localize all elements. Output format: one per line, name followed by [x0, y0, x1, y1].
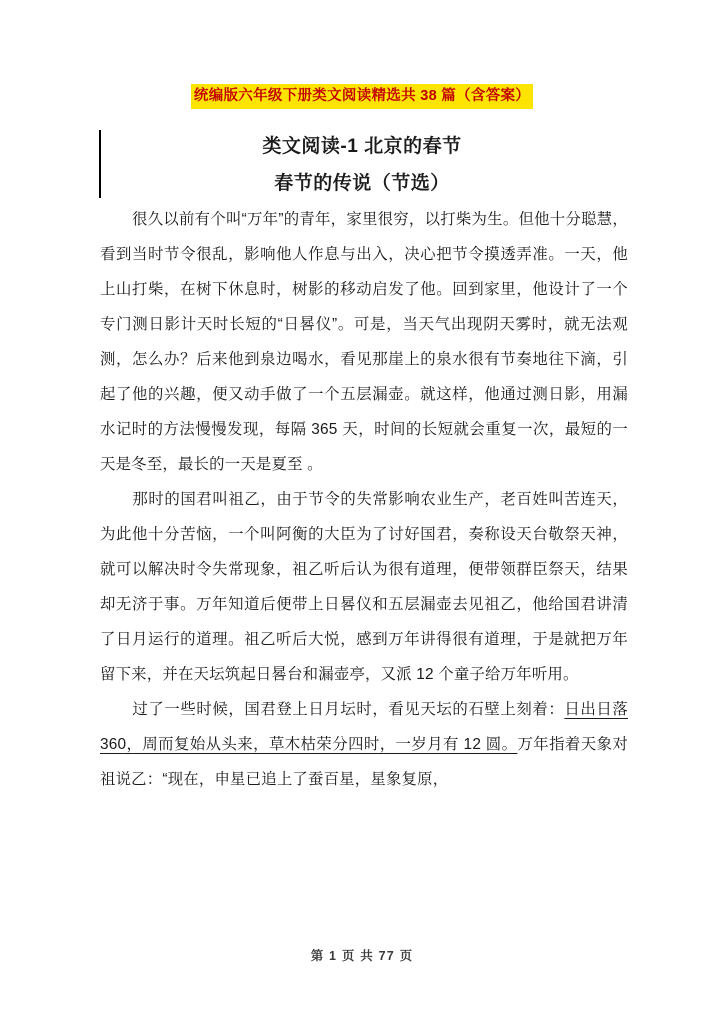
- paragraph-1-text: 很久以前有个叫“万年”的青年，家里很穷，以打柴为生。但他十分聪慧，看到当时节令很乱，影响他人作息与出入，决心把节令摸透弄准。一天，他上山打柴，在树下休息时，树影的移动启发了他。回到家里，他设计了一个专门测日影计天时长短的“日晷仪”。可是，当天气出现阴天雾时，就无法观测，怎么办？后来他到泉边喝水，看见那崖上的泉水很有节奏地往下滴，引起了他的兴趣，便又动手做了一个五层漏壶。就这样，他通过测日影，用漏水记时的方法慢慢发现，每隔 365 天，时间的长短就会重复一次，最短的一天是冬至，最长的一天是夏至 。: [100, 211, 628, 473]
- change-bar: [99, 130, 101, 198]
- paragraph-3-lead-text: 过了一些时候，国君登上日月坛时，看见天坛的石壁上刻着：: [132, 701, 565, 718]
- paragraph-3: [100, 692, 628, 797]
- article-heading-primary: 类文阅读-1 北京的春节: [262, 136, 462, 157]
- page-footer: 第 1 页 共 77 页: [310, 949, 414, 963]
- paragraph-3-underlined-text: 日出日落 360，周而复始从头来，草木枯荣分四时，一岁月有 12 圆。: [100, 701, 628, 753]
- paragraph-3-tail-text: 万年指着天象对祖说乙：“现在，申星已追上了蚕百星，星象复原，: [100, 736, 628, 788]
- paragraph-2-text: 那时的国君叫祖乙，由于节令的失常影响农业生产，老百姓叫苦连天，为此他十分苦恼，一个叫阿衡的大臣为了讨好国君，奏称设天台敬祭天神，就可以解决时令失常现象，祖乙听后认为很有道理，便带领群臣祭天，结果却无济于事。万年知道后便带上日晷仪和五层漏壶去见祖乙，他给国君讲清了日月运行的道理。祖乙听后大悦，感到万年讲得很有道理，于是就把万年留下来，并在天坛筑起日晷台和漏壶亭，又派 12 个童子给万年听用。: [100, 491, 628, 683]
- article-heading-secondary: 春节的传说（节选）: [274, 173, 450, 194]
- heading-block: [0, 128, 724, 202]
- banner-title-container: [0, 84, 724, 109]
- banner-title: 统编版六年级下册类文阅读精选共 38 篇（含答案）: [191, 84, 533, 109]
- paragraph-1: [100, 202, 628, 482]
- paragraph-2: [100, 482, 628, 692]
- body-text-area: [100, 202, 628, 797]
